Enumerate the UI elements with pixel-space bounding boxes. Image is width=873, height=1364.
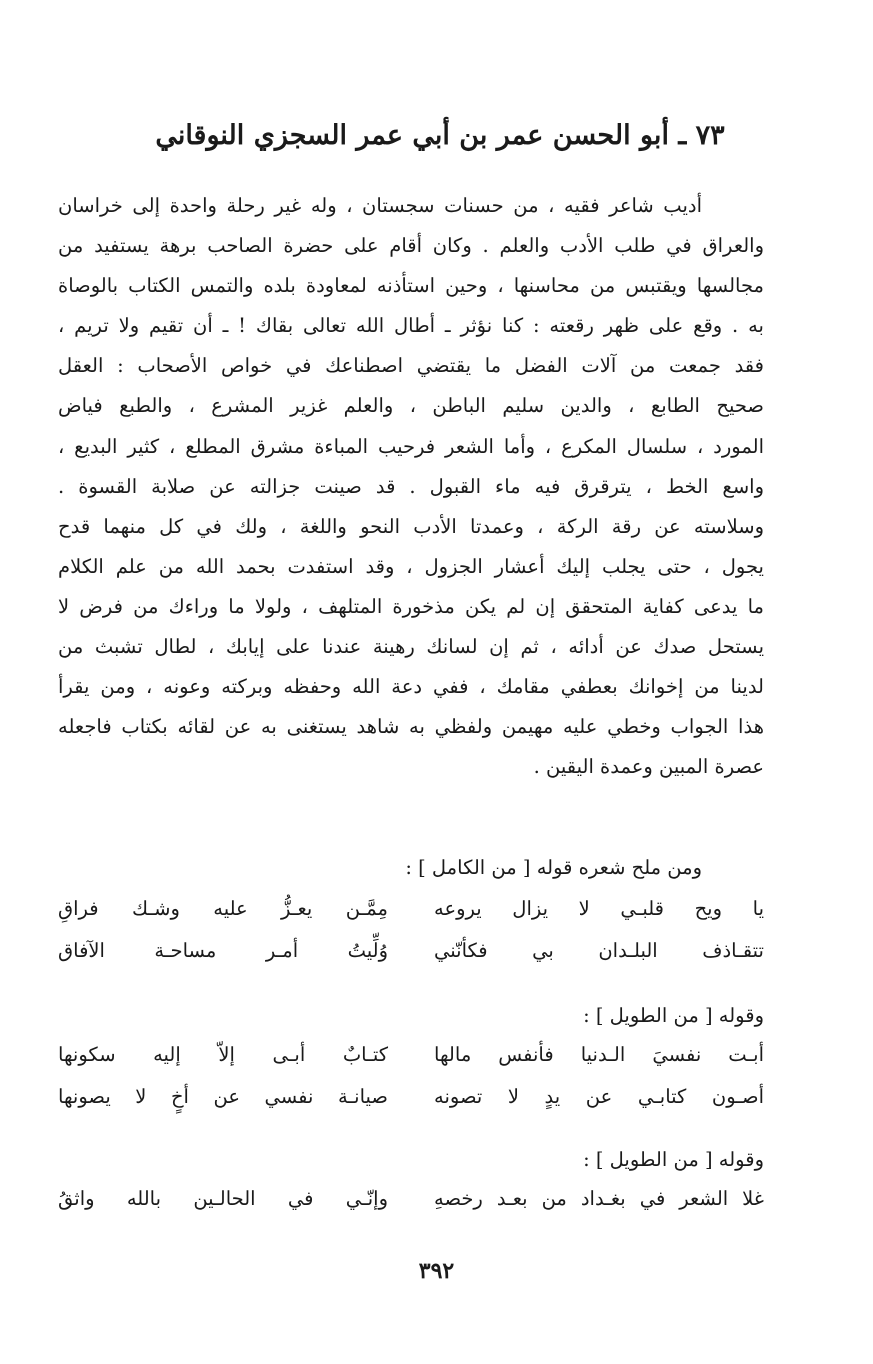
paragraph-line: مجالسها ويقتبس من محاسنها ، وحين استأذنه لمعاودة بلده والتمس الكتاب بالوصاة xyxy=(58,274,764,298)
poem-verse xyxy=(58,1038,764,1072)
verse-first-hemistich: أصـون كتابـي عن يدٍ لا تصونه xyxy=(434,1085,764,1108)
paragraph-line: واسع الخط ، يترقرق فيه ماء القبول . قد صينت جزالته عن صلابة القسوة . xyxy=(58,474,764,498)
poem-verse xyxy=(58,934,764,968)
page-number: ٣٩٢ xyxy=(418,1258,455,1284)
paragraph-line: فقد جمعت من آلات الفضل ما يقتضي اصطناعك في خواص الأصحاب : العقل xyxy=(58,354,764,378)
entry-paragraph xyxy=(58,186,764,787)
paragraph-line: لدينا من إخوانك بعطفي مقامك ، ففي دعة الله وحفظه وبركته وعونه ، ومن يقرأ xyxy=(58,675,764,699)
paragraph-line: ما يدعى كفاية المتحقق إن لم يكن مذخورة المتلهف ، ولولا ما وراءك من فرض لا xyxy=(58,594,764,618)
paragraph-line: صحيح الطابع ، والدين سليم الباطن ، والعلم غزير المشرع ، والطبع فياض xyxy=(58,394,764,418)
verse-first-hemistich: تتقـاذف البلـدان بي فكأنّني xyxy=(434,939,764,962)
paragraph-line: المورد ، سلسال المكرع ، وأما الشعر فرحيب المباءة مشرق المطلع ، كثير البديع ، xyxy=(58,434,764,458)
verse-second-hemistich: وإنّـي في الحالـين بالله واثقُ xyxy=(58,1187,388,1210)
paragraph-line: عصرة المبين وعمدة اليقين . xyxy=(533,755,764,779)
verse-second-hemistich: مِمَّـن يعـزُّ عليه وشـك فراقِ xyxy=(58,897,388,920)
verse-first-hemistich: يا ويح قلبـي لا يزال يروعه xyxy=(434,897,764,920)
paragraph-line: به . وقع على ظهر رقعته : كنا نؤثر ـ أطال الله تعالى بقاك ! ـ أن تقيم ولا تريم ، xyxy=(58,314,764,338)
poem-verse xyxy=(58,1182,764,1216)
verse-second-hemistich: كتـابٌ أبـى إلاّ إليه سكونها xyxy=(58,1043,388,1066)
poem-verse xyxy=(58,892,764,926)
verse-second-hemistich: وُلِّيتُ أمـر مساحـة الآفاق xyxy=(58,939,388,962)
verse-second-hemistich: صيانـة نفسي عن أخٍ لا يصونها xyxy=(58,1085,388,1108)
poem-intro: وقوله [ من الطويل ] : xyxy=(583,1004,764,1027)
entry-title: ٧٣ ـ أبو الحسن عمر بن أبي عمر السجزي النوقاني xyxy=(155,120,725,151)
paragraph-line: يستحل صدك عن أدائه ، ثم إن لسانك رهينة عندنا على إيابك ، لطال تشبث من xyxy=(58,635,764,659)
poem-intro: وقوله [ من الطويل ] : xyxy=(583,1148,764,1171)
paragraph-line: وسلاسته عن رقة الركة ، وعمدتا الأدب النحو واللغة ، ولك في كل منهما قدح xyxy=(58,514,764,538)
poem-intro: ومن ملح شعره قوله [ من الكامل ] : xyxy=(405,856,702,879)
verse-first-hemistich: غلا الشعر في بغـداد من بعـد رخصهِ xyxy=(434,1187,764,1210)
verse-first-hemistich: أبـت نفسيَ الـدنيا فأنفس مالها xyxy=(434,1043,764,1066)
poem-verse xyxy=(58,1080,764,1114)
paragraph-line: أديب شاعر فقيه ، من حسنات سجستان ، وله غير رحلة واحدة إلى خراسان xyxy=(58,194,702,217)
paragraph-line: يجول ، حتى يجلب إليك أعشار الجزول ، وقد استفدت بحمد الله من علم الكلام xyxy=(58,554,764,578)
paragraph-line: هذا الجواب وخطي عليه مهيمن ولفظي به شاهد يستغنى به عن لقائه بكتاب فاجعله xyxy=(58,715,764,739)
paragraph-line: والعراق في طلب الأدب والعلم . وكان أقام على حضرة الصاحب برهة يستفيد من xyxy=(58,234,764,258)
